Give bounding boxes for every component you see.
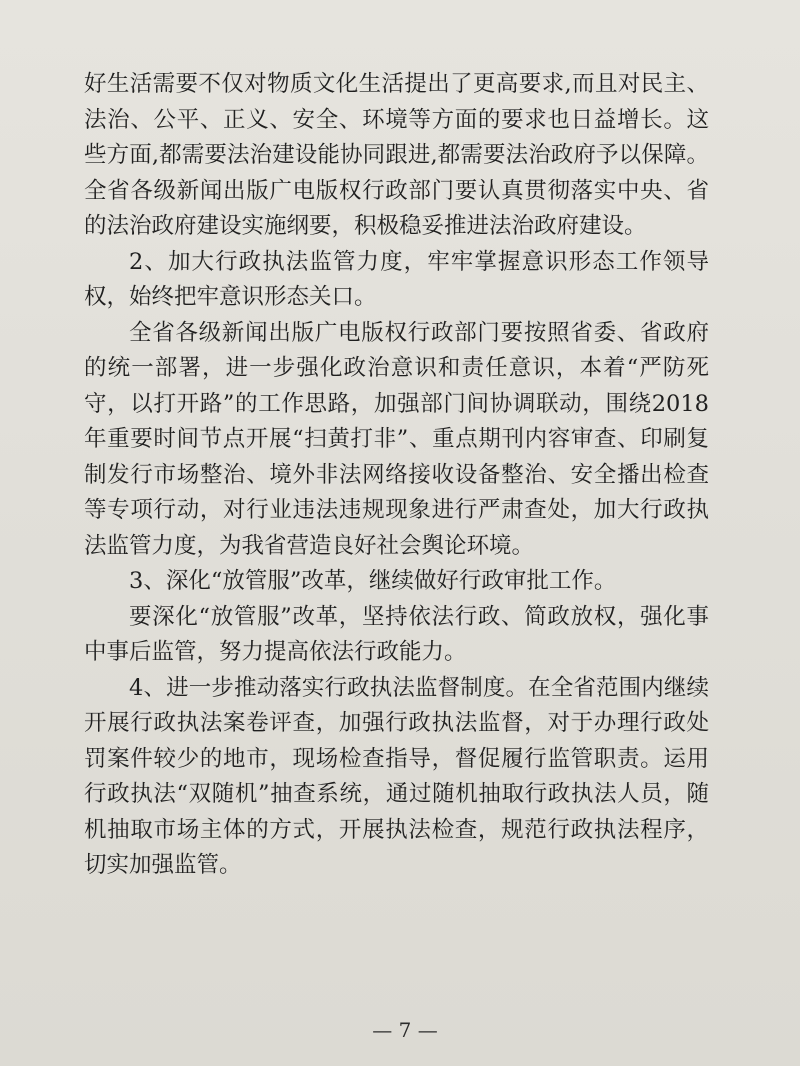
body-text	[84, 67, 709, 884]
page-number: — 7 —	[372, 1018, 438, 1042]
paragraph-2: 2、加大行政执法监管力度，牢牢掌握意识形态工作领导权，始终把牢意识形态关口。	[84, 248, 709, 310]
paragraph-5: 要深化“放管服”改革，坚持依法行政、简政放权，强化事中事后监管，努力提高依法行政能力。	[84, 603, 709, 665]
paragraph-3: 全省各级新闻出版广电版权行政部门要按照省委、省政府的统一部署，进一步强化政治意识和责任意识，本着“严防死守，以打开路”的工作思路，加强部门间协调联动，围绕2018年重要时间节点开展“扫黄打非”、重点期刊内容审查、印刷复制发行市场整治、境外非法网络接收设备整治、安全播出检查等专项行动，对行业违法违规现象进行严肃查处，加大行政执法监管力度，为我省营造良好社会舆论环境。	[84, 319, 709, 559]
paragraph-6: 4、进一步推动落实行政执法监督制度。在全省范围内继续开展行政执法案卷评查，加强行政执法监督，对于办理行政处罚案件较少的地市，现场检查指导，督促履行监管职责。运用行政执法“双随机”抽查系统，通过随机抽取行政执法人员，随机抽取市场主体的方式，开展执法检查，规范行政执法程序，切实加强监管。	[84, 674, 709, 878]
paragraph-1: 好生活需要不仅对物质文化生活提出了更高要求,而且对民主、法治、公平、正义、安全、环境等方面的要求也日益增长。这些方面,都需要法治建设能协同跟进,都需要法治政府予以保障。全省各级新闻出版广电版权行政部门要认真贯彻落实中央、省的法治政府建设实施纲要，积极稳妥推进法治政府建设。	[84, 71, 709, 239]
paragraph-4: 3、深化“放管服”改革，继续做好行政审批工作。	[129, 568, 617, 594]
